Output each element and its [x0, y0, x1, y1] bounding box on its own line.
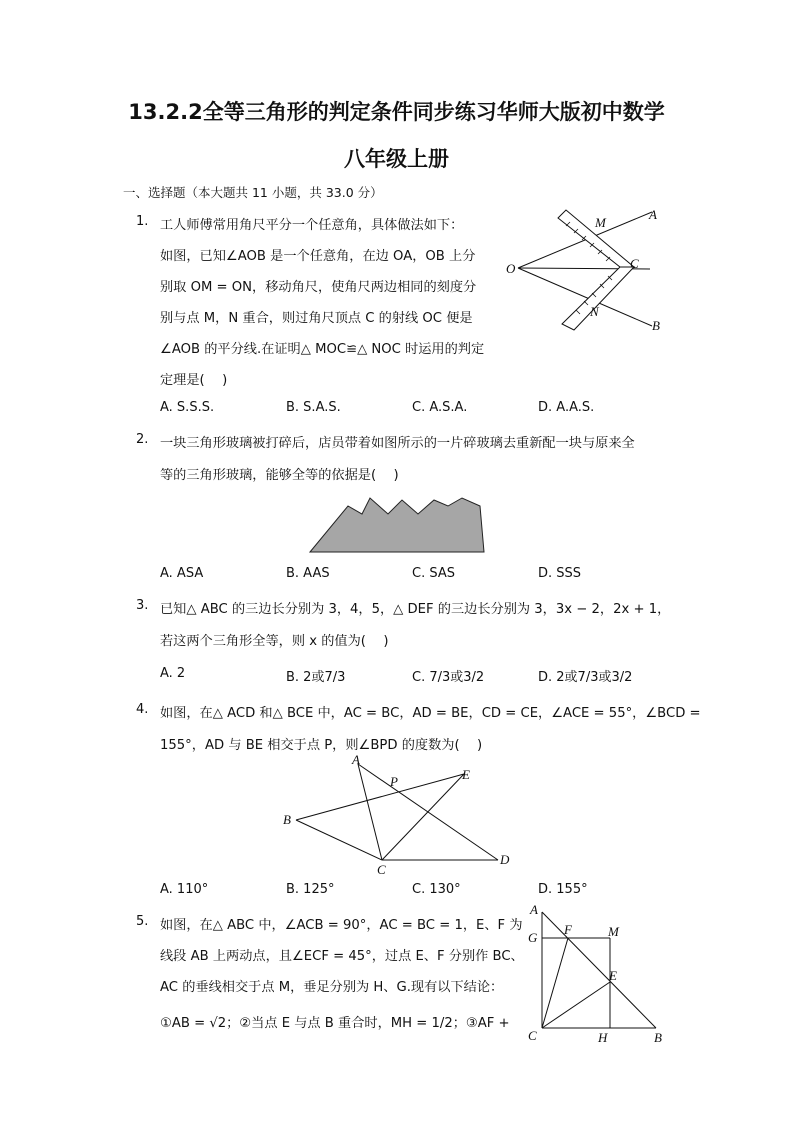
q5-fig-label: C: [528, 1028, 537, 1043]
q2-option-a: A. ASA: [160, 566, 204, 581]
q4-option-c: C. 130°: [412, 882, 461, 897]
doc-title-line1: 13.2.2全等三角形的判定条件同步练习华师大版初中数学: [128, 100, 665, 124]
q1-fig-label: N: [590, 304, 599, 319]
q1-fig-label: C: [630, 256, 639, 271]
q2-number: 2.: [136, 432, 149, 447]
q1-angle-ruler-figure: [500, 200, 670, 340]
q2-option-d: D. SSS: [538, 566, 582, 581]
q4-option-d: D. 155°: [538, 882, 588, 897]
q1-line: 别取 OM = ON，移动角尺，使角尺两边相同的刻度分: [160, 280, 477, 295]
q3-option-d: D. 2或7/3或3/2: [538, 670, 633, 685]
q5-fig-label: M: [608, 924, 619, 939]
q1-option-d: D. A.A.S.: [538, 400, 595, 415]
q1-fig-label: M: [595, 215, 606, 230]
q1-option-a: A. S.S.S.: [160, 400, 215, 415]
q5-line: 如图，在△ ABC 中，∠ACB = 90°，AC = BC = 1，E、F 为: [160, 918, 523, 933]
q4-fig-label: C: [377, 862, 386, 877]
q1-option-c: C. A.S.A.: [412, 400, 468, 415]
q3-line: 若这两个三角形全等，则 x 的值为( ): [160, 634, 389, 649]
q3-line: 已知△ ABC 的三边长分别为 3，4，5，△ DEF 的三边长分别为 3，3x − 2，2x + 1，: [160, 602, 671, 617]
q1-number: 1.: [136, 214, 149, 229]
q1-fig-label: A: [649, 207, 657, 222]
q1-line: 如图，已知∠AOB 是一个任意角，在边 OA，OB 上分: [160, 249, 476, 264]
q4-fig-label: P: [390, 774, 398, 789]
q4-fig-label: A: [352, 752, 360, 767]
q3-number: 3.: [136, 598, 149, 613]
q5-fig-label: B: [654, 1030, 662, 1045]
q5-fig-label: E: [609, 968, 617, 983]
q1-line: 别与点 M，N 重合，则过角尺顶点 C 的射线 OC 便是: [160, 311, 473, 326]
q4-number: 4.: [136, 702, 149, 717]
q4-line: 155°，AD 与 BE 相交于点 P，则∠BPD 的度数为( ): [160, 738, 483, 753]
q1-line: 定理是( ): [160, 373, 228, 388]
q4-option-b: B. 125°: [286, 882, 335, 897]
q5-line: AC 的垂线相交于点 M，垂足分别为 H、G.现有以下结论：: [160, 980, 504, 995]
q1-line: ∠AOB 的平分线.在证明△ MOC≌△ NOC 时运用的判定: [160, 342, 485, 357]
q2-option-c: C. SAS: [412, 566, 455, 581]
q5-fig-label: G: [528, 930, 538, 945]
section-heading: 一、选择题（本大题共 11 小题，共 33.0 分）: [123, 185, 383, 200]
q1-option-b: B. S.A.S.: [286, 400, 341, 415]
q1-fig-label: B: [652, 318, 660, 333]
q5-number: 5.: [136, 914, 149, 929]
q5-line: 线段 AB 上两动点，且∠ECF = 45°，过点 E、F 分别作 BC、: [160, 949, 524, 964]
q1-line: 工人师傅常用角尺平分一个任意角，具体做法如下：: [160, 218, 464, 233]
q3-option-c: C. 7/3或3/2: [412, 670, 485, 685]
q5-fig-label: F: [564, 922, 572, 937]
q5-fig-label: H: [598, 1030, 608, 1045]
q1-fig-label: O: [506, 261, 516, 276]
q2-broken-glass-figure: [300, 488, 490, 558]
q2-line: 等的三角形玻璃，能够全等的依据是( ): [160, 468, 399, 483]
q4-fig-label: E: [462, 767, 470, 782]
q5-line: ①AB = √2；②当点 E 与点 B 重合时，MH = 1/2；③AF +: [160, 1016, 510, 1031]
q4-fig-label: D: [500, 852, 510, 867]
q3-option-b: B. 2或7/3: [286, 670, 346, 685]
q2-line: 一块三角形玻璃被打碎后，店员带着如图所示的一片碎玻璃去重新配一块与原来全: [160, 436, 635, 451]
q4-line: 如图，在△ ACD 和△ BCE 中，AC = BC，AD = BE，CD = CE，∠ACE = 55°，∠BCD =: [160, 706, 701, 721]
q2-option-b: B. AAS: [286, 566, 330, 581]
doc-title-line2: 八年级上册: [344, 147, 449, 171]
q4-option-a: A. 110°: [160, 882, 209, 897]
q5-fig-label: A: [530, 902, 538, 917]
q4-fig-label: B: [283, 812, 291, 827]
q5-right-triangle-figure: [522, 900, 672, 1048]
q4-triangles-figure: [278, 752, 518, 880]
q3-option-a: A. 2: [160, 666, 186, 681]
